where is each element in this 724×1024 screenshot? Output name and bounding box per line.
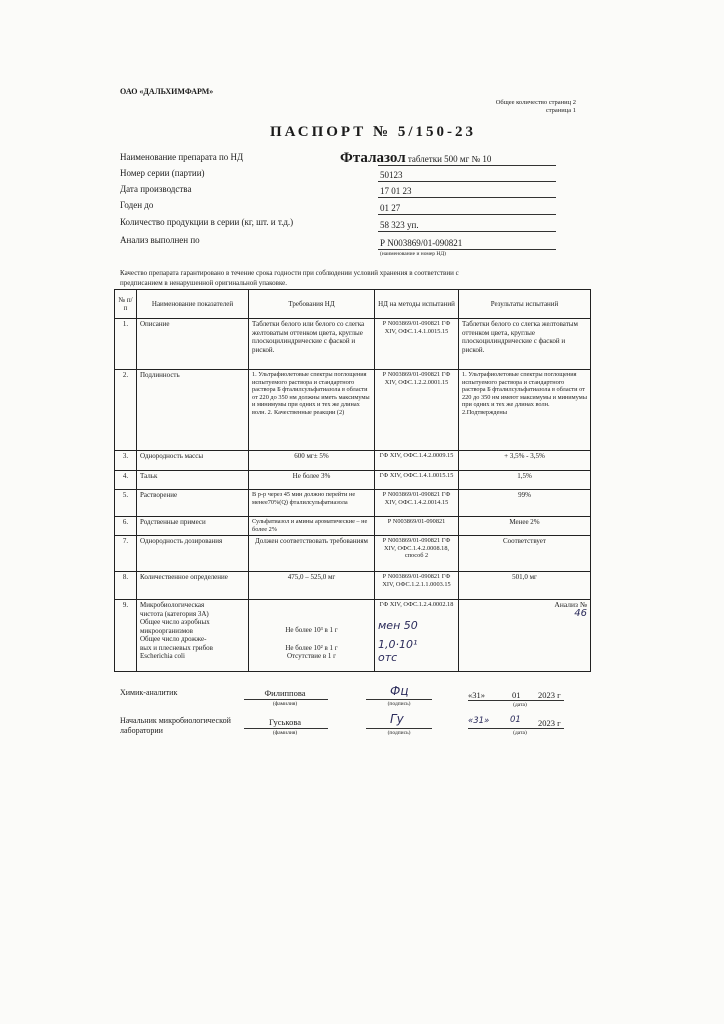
preparation-name: Фталазол <box>340 150 406 166</box>
col-header-name: Наименование показателей <box>137 290 249 319</box>
micro-hw-result: мен 50 <box>378 618 418 632</box>
expiry-label: Годен до <box>120 200 154 210</box>
row-method: ГФ XIV, ОФС.1.4.1.0015.15 <box>375 471 459 490</box>
row-requirement: Таблетки белого или белого со слегка желтоватым оттенком цвета, круглые плоскоцилиндрические с фаской и риской. <box>249 319 375 370</box>
row-number: 8. <box>115 572 137 600</box>
micro-name-line: Общее число дрожже- <box>140 635 207 643</box>
preparation-detail: таблетки 500 мг № 10 <box>407 154 492 164</box>
signer-role: Химик-аналитик <box>120 688 178 697</box>
name-caption: (фамилия) <box>272 701 298 707</box>
table-row <box>115 370 591 451</box>
row-requirement: Должен соответствовать требованиям <box>249 536 375 572</box>
quantity-value: 58 323 уп. <box>380 220 419 230</box>
table-row <box>115 536 591 572</box>
row-method: Р N003869/01-090821 ГФ XIV, ОФС.1.4.1.0015.15 <box>375 319 459 370</box>
col-header-results: Результаты испытаний <box>459 290 591 319</box>
row-method: Р N003869/01-090821 ГФ XIV, ОФС.1.2.1.1.0003.15 <box>375 572 459 600</box>
micro-analysis-number: 46 <box>574 607 587 619</box>
series-value: 50123 <box>380 170 403 180</box>
row-result: Соответствует <box>459 536 591 572</box>
table-row-micro <box>115 600 591 672</box>
micro-name-line: чистота (категория 3А) <box>140 609 209 618</box>
company-name: ОАО «ДАЛЬХИМФАРМ» <box>120 87 214 96</box>
row-result: 1,5% <box>459 471 591 490</box>
production-value: 17 01 23 <box>380 186 412 196</box>
analysis-value: Р N003869/01-090821 <box>380 238 463 248</box>
row-requirement: Сульфатиазол и амины ароматические – не более 2% <box>249 517 375 536</box>
date-caption: (дата) <box>513 730 527 736</box>
field-underline <box>378 249 556 250</box>
row-number: 7. <box>115 536 137 572</box>
date-line <box>468 728 564 729</box>
row-result: 99% <box>459 490 591 517</box>
row-requirement <box>249 600 375 672</box>
row-name: Описание <box>137 319 249 370</box>
micro-name-line: Общее число аэробных <box>140 618 210 626</box>
analysis-caption: (наименование и номер НД) <box>380 251 446 257</box>
col-header-methods: НД на методы испытаний <box>375 290 459 319</box>
micro-name-line: Микробиологическая <box>140 601 205 609</box>
row-name <box>137 600 249 672</box>
row-requirement: 475,0 – 525,0 мг <box>249 572 375 600</box>
micro-name-line: вых и плесневых грибов <box>140 643 213 652</box>
date-year: 2023 г <box>538 690 561 700</box>
row-method <box>375 600 459 672</box>
row-result <box>459 600 591 672</box>
field-underline <box>378 231 556 232</box>
passport-title: ПАСПОРТ № 5/150-23 <box>270 124 477 140</box>
row-number: 1. <box>115 319 137 370</box>
quality-guarantee: Качество препарата гарантировано в течение срока годности при соблюдении условий хранения в соответствии с предписанием в ненарушенной оригинальной упаковке. <box>120 269 459 287</box>
micro-name-line: Escherichia coli <box>140 652 185 660</box>
row-method: Р N003869/01-090821 <box>375 517 459 536</box>
row-requirement: 1. Ультрафиолетовые спектры поглощения испытуемого раствора и стандартного раствора Б фталилсульфатиазола в области от 220 до 350 нм должны иметь максимумы и минимумы при одних и тех же длинах волн. 2. Качественные реакции (2) <box>249 370 375 451</box>
table-row <box>115 490 591 517</box>
row-method: Р N003869/01-090821 ГФ XIV, ОФС.1.4.2.0008.18, способ 2 <box>375 536 459 572</box>
expiry-value: 01 27 <box>380 203 401 213</box>
row-number: 5. <box>115 490 137 517</box>
analysis-label: Анализ выполнен по <box>120 235 200 245</box>
field-underline <box>378 197 556 198</box>
date-day: «31» <box>468 716 490 726</box>
date-day: «31» <box>468 690 485 700</box>
row-number: 4. <box>115 471 137 490</box>
table-row <box>115 319 591 370</box>
row-requirement: 600 мг± 5% <box>249 451 375 471</box>
micro-req-line: Отсутствие в 1 г <box>286 652 337 660</box>
page-current: страница 1 <box>545 107 576 114</box>
micro-req-line: Не более 10² в 1 г <box>285 643 338 652</box>
row-name: Однородность дозирования <box>137 536 249 572</box>
row-number: 9. <box>115 600 137 672</box>
row-requirement: В р-р через 45 мин должно перейти не менее70%(Q) фталилсульфатиазола <box>249 490 375 517</box>
signature-line <box>366 728 432 729</box>
row-method: Р N003869/01-090821 ГФ XIV, ОФС.1.2.2.0001.15 <box>375 370 459 451</box>
row-name: Растворение <box>137 490 249 517</box>
col-header-requirements: Требования НД <box>249 290 375 319</box>
row-method: Р N003869/01-090821 ГФ XIV, ОФС.1.4.2.0014.15 <box>375 490 459 517</box>
row-number: 6. <box>115 517 137 536</box>
preparation-label: Наименование препарата по НД <box>120 152 244 162</box>
row-requirement: Не более 3% <box>249 471 375 490</box>
micro-hw-result: отс <box>378 650 398 664</box>
series-label: Номер серии (партии) <box>120 168 205 178</box>
field-underline <box>378 165 556 166</box>
signature-line <box>244 728 328 729</box>
micro-name-line: микроорганизмов <box>140 626 193 635</box>
sign-caption: (подпись) <box>387 701 411 707</box>
signer-name: Гуськова <box>268 717 302 727</box>
pages-total: Общее количество страниц 2 <box>495 99 576 106</box>
handwritten-signature: Гу <box>390 712 404 726</box>
page-count <box>492 99 576 115</box>
col-header-number: № п/п <box>115 290 137 319</box>
table-row <box>115 572 591 600</box>
row-result: Менее 2% <box>459 517 591 536</box>
row-name: Родственные примеси <box>137 517 249 536</box>
micro-hw-result: 1,0·10¹ <box>378 637 418 651</box>
date-month: 01 <box>510 715 521 725</box>
quantity-label: Количество продукции в серии (кг, шт. и т.д.) <box>120 217 294 227</box>
sign-caption: (подпись) <box>387 730 411 736</box>
row-name: Подлинность <box>137 370 249 451</box>
date-month: 01 <box>512 690 521 700</box>
row-result: + 3,5% - 3,5% <box>459 451 591 471</box>
date-line <box>468 700 564 701</box>
field-underline <box>378 181 556 182</box>
signature-line <box>244 699 328 700</box>
row-result: 501,0 мг <box>459 572 591 600</box>
date-caption: (дата) <box>513 702 527 708</box>
row-name: Однородность массы <box>137 451 249 471</box>
signature-line <box>366 699 432 700</box>
row-number: 2. <box>115 370 137 451</box>
name-caption: (фамилия) <box>272 730 298 736</box>
row-result: 1. Ультрафиолетовые спектры поглощения испытуемого раствора и стандартного раствора Б фталилсульфатиазола в области от 220 до 350 нм имеют максимумы и минимумы при одних и тех же длинах волн. 2.Подтверждены <box>459 370 591 451</box>
row-name: Количественное определение <box>137 572 249 600</box>
test-results-table <box>114 289 591 672</box>
signer-name: Филиппова <box>264 688 306 698</box>
row-name: Тальк <box>137 471 249 490</box>
date-year: 2023 г <box>538 718 561 728</box>
table-row <box>115 471 591 490</box>
row-method: ГФ XIV, ОФС.1.4.2.0009.15 <box>375 451 459 471</box>
micro-method: ГФ XIV, ОФС.1.2.4.0002.18 <box>379 601 454 608</box>
table-header-row <box>115 290 591 319</box>
micro-req-line: Не более 10³ в 1 г <box>285 626 338 634</box>
table-row <box>115 517 591 536</box>
production-label: Дата производства <box>120 184 192 194</box>
row-number: 3. <box>115 451 137 471</box>
row-result: Таблетки белого со слегка желтоватым оттенком цвета, круглые плоскоцилиндрические с фаской и риской. <box>459 319 591 370</box>
handwritten-signature: Фц <box>390 684 409 698</box>
table-row <box>115 451 591 471</box>
micro-analysis-label: Анализ № <box>554 600 587 609</box>
signer-role: Начальник микробиологической лаборатории <box>120 716 231 735</box>
field-underline <box>378 214 556 215</box>
